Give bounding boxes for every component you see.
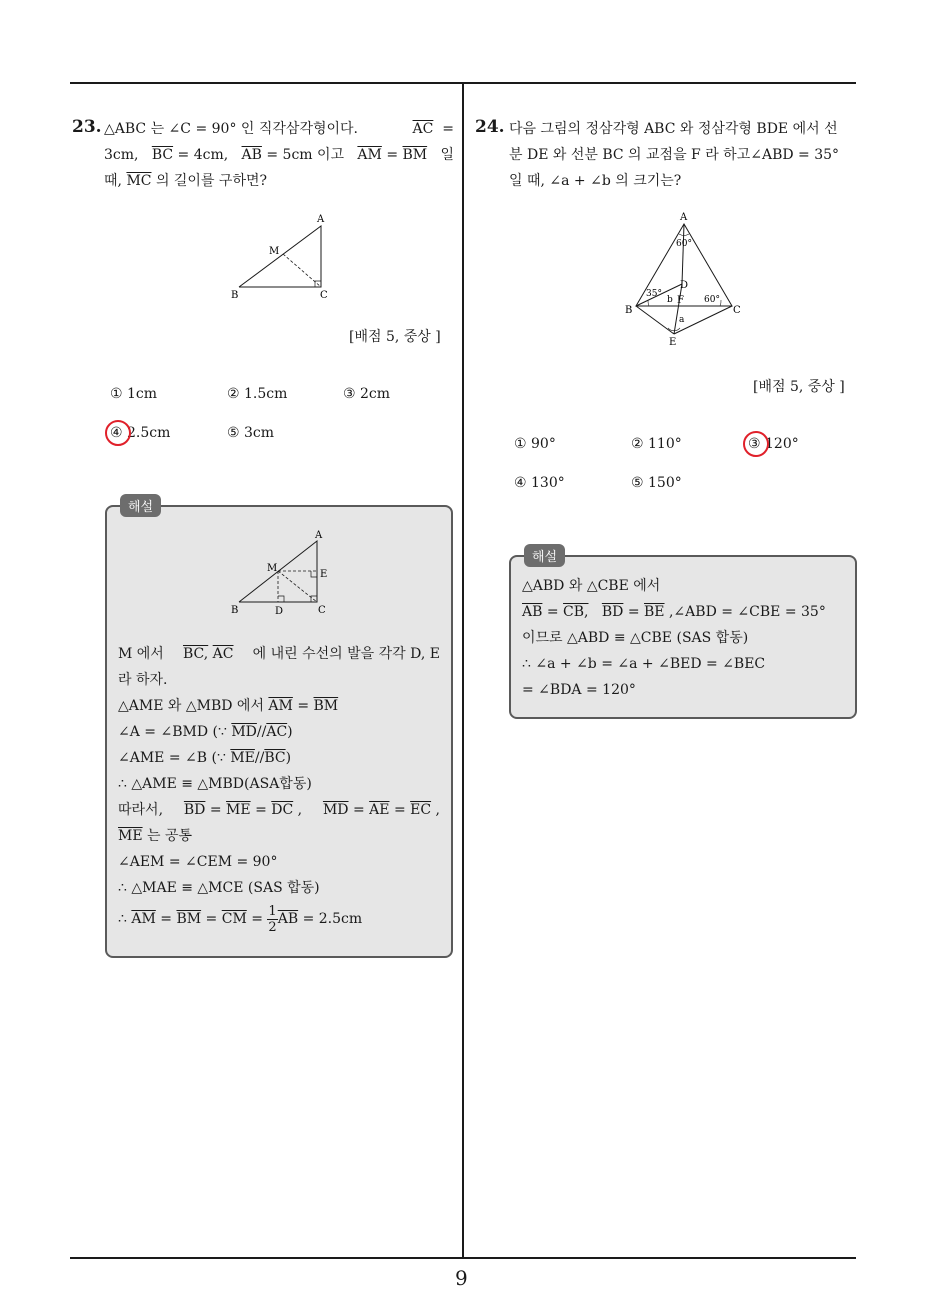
score-meta: [배점 5, 중상 ]: [349, 329, 441, 345]
label-a: A: [317, 214, 325, 225]
option-3[interactable]: ③ 120°: [748, 436, 799, 452]
label-60-right: 60°: [704, 295, 720, 305]
option-3[interactable]: ③ 2cm: [343, 386, 391, 402]
label-e: E: [320, 569, 328, 580]
bottom-rule: [70, 1257, 856, 1259]
page-number: 9: [455, 1266, 468, 1290]
question-text: △ABC 는 ∠C = 90° 인 직각삼각형이다. $\overline{AC}$ = 3cm, $\overline{BC} = 4cm$, $\overline{AB} = 5cm$ 이고 $\overline{AM} = \overline{BM}$ 일 때, $\overline{MC}$ 의 길이를 구하면?: [104, 121, 454, 189]
label-a-angle: a: [679, 315, 685, 325]
label-b-angle: b: [667, 295, 673, 305]
label-m: M: [269, 246, 280, 257]
right-angle-mark-c: [311, 596, 317, 602]
option-1[interactable]: ① 1cm: [110, 386, 158, 402]
option-4[interactable]: ④ 130°: [514, 475, 565, 491]
answer-circle-mark: [743, 431, 769, 457]
segment-ad: [682, 224, 684, 284]
option-2[interactable]: ② 1.5cm: [227, 386, 288, 402]
label-e: E: [669, 337, 677, 348]
label-60-top: 60°: [676, 239, 692, 249]
angle-arc-c: [720, 300, 721, 306]
label-d: D: [680, 280, 689, 291]
question-number: 24.: [475, 117, 505, 137]
option-4[interactable]: ④ 2.5cm: [110, 425, 171, 441]
angle-arc-b: [648, 300, 649, 306]
solution-tag: 해설: [120, 494, 161, 517]
segment-de: [674, 284, 682, 334]
solution-text: △ABD 와 △CBE 에서 $\overline{AB}$ = CB, $\overline{BD} = \overline{BE}$ ,∠ABD = ∠CBE = 35° 이므로 △ABD ≡ △CBE (SAS 합동) ∴ ∠a + ∠b = ∠a + ∠BED = ∠BEC = ∠BDA = 120°: [522, 578, 826, 698]
label-b: B: [625, 305, 633, 316]
solution-tag: 해설: [524, 544, 565, 567]
answer-circle-mark: [105, 420, 131, 446]
label-c: C: [320, 290, 328, 301]
option-2[interactable]: ② 110°: [631, 436, 682, 452]
segment-be: [636, 306, 674, 334]
score-meta: [배점 5, 중상 ]: [753, 379, 845, 395]
label-c: C: [318, 605, 326, 616]
option-5[interactable]: ⑤ 150°: [631, 475, 682, 491]
label-b: B: [231, 290, 239, 301]
label-a: A: [315, 530, 323, 541]
option-1[interactable]: ① 90°: [514, 436, 556, 452]
label-f: F: [677, 295, 684, 306]
triangle-figure: [225, 210, 345, 305]
label-35: 35°: [646, 289, 662, 299]
option-5[interactable]: ⑤ 3cm: [227, 425, 275, 441]
label-b: B: [231, 605, 239, 616]
label-m: M: [267, 563, 278, 574]
label-d: D: [275, 606, 284, 617]
equilateral-figure: [620, 210, 750, 350]
fraction: $\frac{1}{2}$: [268, 903, 277, 935]
solution-figure: [225, 527, 345, 619]
label-c: C: [733, 305, 741, 316]
label-a: A: [680, 212, 688, 223]
column-divider: [462, 82, 464, 1258]
triangle-outline: [239, 226, 321, 287]
right-angle-mark-e: [311, 571, 317, 577]
question-text: 다음 그림의 정삼각형 ABC 와 정삼각형 BDE 에서 선 분 DE 와 선분 BC 의 교점을 F 라 하고∠ABD = 35° 일 때, ∠a + ∠b 의 크기는?: [509, 121, 840, 189]
solution-text: M 에서 BC, $\overline{AC}$ 에 내린 수선의 발을 각각 D, E 라 하자. △AME 와 △MBD 에서 $\overline{AM} = \overline{BM}$ ∠A = ∠BMD (∵ $\overline{MD}//\overline{AC}$) ∠AME = ∠B (∵ $\overline{ME}//\overline{BC}$) ∴ △AME ≡ △MBD(ASA합동) 따라서, $\overline{BD} = \overline{ME} = \overline{DC}$ , $\overline{MD} = \overline{AE} = \overline{EC}$ , $\overline{ME}$ 는 공통 ∠AEM = ∠CEM = 90° ∴ △MAE ≡ △MCE (SAS 합동) ∴ $\overline{AM}$ = $\overline{BM}$ = $\overline{CM}$ = $\frac{1}{2}$ $\overline{AB}$ = 2.5cm: [118, 646, 440, 935]
question-number: 23.: [72, 117, 102, 137]
right-angle-mark-d: [278, 596, 284, 602]
